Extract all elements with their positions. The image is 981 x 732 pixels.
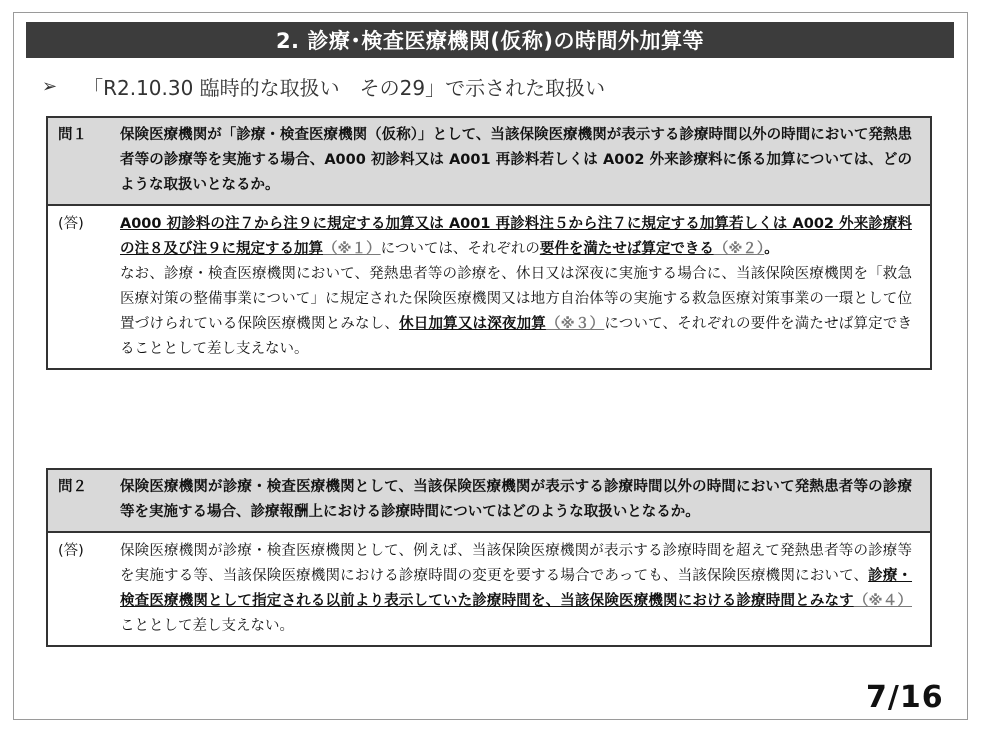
question-1-text: 保険医療機関が「診療・検査医療機関（仮称）」として、当該保険医療機関が表示する診療時間以外の時間において発熱患者等の診療等を実施する場合、A000 初診料又は A001 再診料若しくは A002 外来診療料に係る加算については、どのような取扱いとなるか。 <box>120 127 912 193</box>
answer-2-text <box>120 539 912 639</box>
answer-1-paragraph-1 <box>120 212 912 262</box>
answer-2 <box>48 533 930 645</box>
answer-1-underline-3: 休日加算又は深夜加算 <box>399 316 546 332</box>
arrow-bullet-icon: ➢ <box>42 76 58 97</box>
answer-1-text-2: 。 <box>764 241 779 257</box>
subtitle-text: 「R2.10.30 臨時的な取扱い その29」で示された取扱い <box>83 76 606 100</box>
answer-1-ref-1: （※１） <box>323 241 381 257</box>
answer-2-ref-1: （※４） <box>853 593 912 609</box>
answer-2-label: (答) <box>58 543 84 559</box>
answer-1-label: (答) <box>58 216 84 232</box>
qa-block-1 <box>46 116 932 370</box>
question-2-text: 保険医療機関が診療・検査医療機関として、当該保険医療機関が表示する診療時間以外の時間において発熱患者等の診療等を実施する場合、診療報酬上における診療時間についてはどのような取扱いとなるか。 <box>120 479 912 520</box>
answer-1-underline-1: A000 初診料の注７から注９に規定する加算又は A001 再診料注５から注７に規定する加算若しくは A002 外来診療料の注８及び注９に規定する加算 <box>120 216 912 257</box>
qa-block-2 <box>46 468 932 647</box>
answer-2-underline-1: 診療・検査医療機関として指定される以前より表示していた診療時間を、当該保険医療機関における診療時間とみなす <box>120 568 913 609</box>
question-2 <box>48 470 930 533</box>
subtitle <box>42 72 605 101</box>
answer-1-ref-3: （※３） <box>545 316 605 332</box>
answer-1 <box>48 206 930 368</box>
slide-title: 2. 診療･検査医療機関(仮称)の時間外加算等 <box>26 22 954 58</box>
question-1-label: 問１ <box>58 127 87 143</box>
answer-1-ref-2: （※２） <box>713 241 765 257</box>
answer-1-text-4: について、それぞれの要件を満たせば算定できることとして差し支えない。 <box>120 316 913 357</box>
question-2-label: 問２ <box>58 479 87 495</box>
answer-1-paragraph-2 <box>120 262 912 362</box>
answer-2-text-1: 保険医療機関が診療・検査医療機関として、例えば、当該保険医療機関が表示する診療時間を超えて発熱患者等の診療等を実施する等、当該保険医療機関における診療時間の変更を要する場合であっても、当該保険医療機関において、 <box>120 543 912 584</box>
answer-1-underline-2: 要件を満たせば算定できる <box>539 241 714 257</box>
question-1 <box>48 118 930 206</box>
answer-1-text-1: については、それぞれの <box>380 241 540 257</box>
answer-1-text <box>120 212 912 362</box>
answer-1-text-3: なお、診療・検査医療機関において、発熱患者等の診療を、休日又は深夜に実施する場合に、当該保険医療機関を「救急医療対策の整備事業について」に規定された保険医療機関又は地方自治体等の実施する救急医療対策事業の一環として位置づけられている保険医療機関とみなし、 <box>120 266 912 332</box>
answer-2-text-2: こととして差し支えない。 <box>120 618 294 634</box>
page-number: 7/16 <box>866 680 944 715</box>
